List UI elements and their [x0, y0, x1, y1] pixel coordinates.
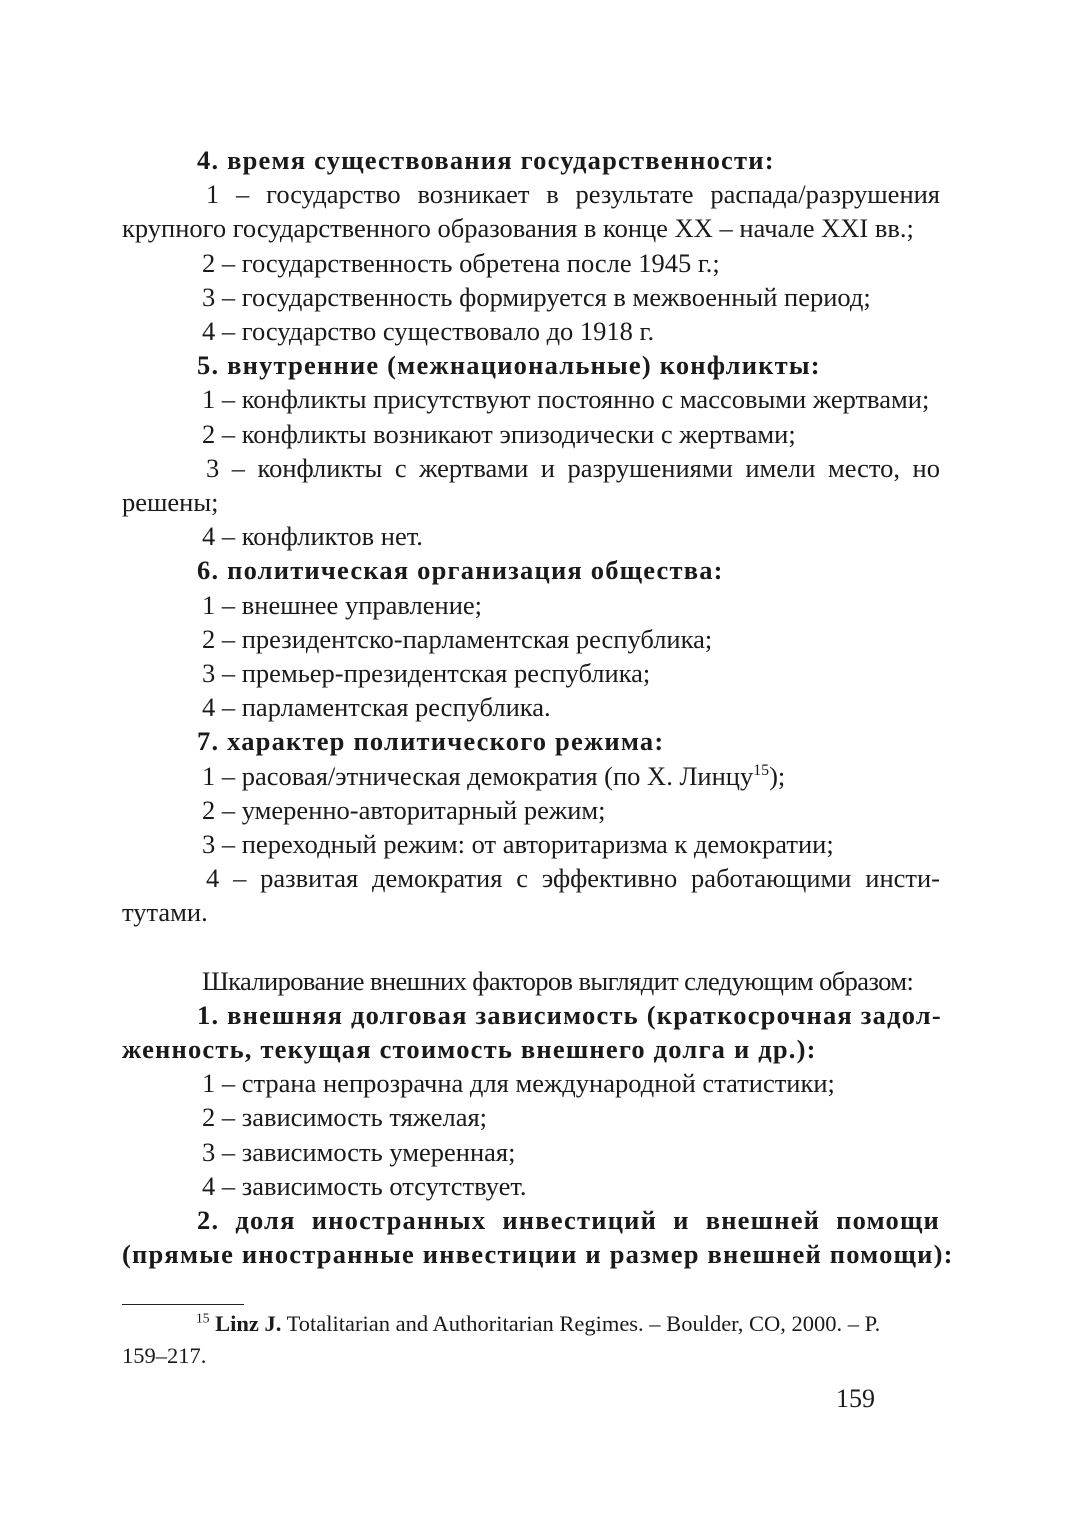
main-text [122, 143, 954, 1272]
section-7-item-1-text: 1 – расовая/этническая демократия (по Х. Линцу [202, 760, 754, 791]
section-5-item-4: 4 – конфликтов нет. [202, 521, 423, 552]
section-5-item-3-line-2: решены; [122, 487, 219, 518]
external-factors-intro: Шкалирование внешних факторов выглядит следующим образом: [202, 965, 914, 996]
section-4-item-1-line-1: 1 – государство возникает в результате распада/разрушения [206, 179, 940, 210]
external-factor-2-heading-line-1: 2. доля иностранных инвестиций и внешней помощи [197, 1205, 940, 1236]
section-7-item-2: 2 – умеренно-авторитарный режим; [202, 794, 606, 825]
section-7-item-4-line-2: тутами. [122, 897, 208, 928]
section-4-item-4: 4 – государство существовало до 1918 г. [202, 316, 655, 347]
section-5-item-1: 1 – конфликты присутствуют постоянно с массовыми жертвами; [202, 384, 930, 415]
external-factor-1-heading-line-2: женность, текущая стоимость внешнего долга и др.): [122, 1034, 817, 1065]
section-6-item-1: 1 – внешнее управление; [202, 589, 483, 620]
footnote-number: 15 [196, 1310, 210, 1326]
section-7-item-1-end: ); [769, 760, 786, 791]
page-number: 159 [836, 1384, 875, 1413]
section-7-item-4-line-1: 4 – развитая демократия с эффективно работающими инсти- [206, 863, 940, 894]
footnote-author: Linz J. [215, 1311, 282, 1336]
footnote [122, 1308, 940, 1372]
external-factor-1-item-1: 1 – страна непрозрачна для международной статистики; [202, 1068, 835, 1099]
paragraph-gap [122, 930, 940, 964]
external-factor-2-heading-line-2: (прямые иностранные инвестиции и размер внешней помощи): [122, 1239, 954, 1270]
section-7-heading: 7. характер политического режима: [197, 726, 665, 757]
external-factor-1-item-4: 4 – зависимость отсутствует. [202, 1170, 527, 1201]
section-7-item-1 [122, 759, 940, 793]
section-6-heading: 6. политическая организация общества: [197, 555, 724, 586]
section-4-item-3: 3 – государственность формируется в межвоенный период; [202, 281, 871, 312]
footnote-divider [122, 1304, 244, 1305]
section-6-item-3: 3 – премьер-президентская республика; [202, 658, 651, 689]
footnote-line-2: 159–217. [122, 1343, 207, 1368]
external-factor-1-item-3: 3 – зависимость умеренная; [202, 1136, 516, 1167]
footnote-reference: 15 [753, 761, 770, 779]
section-4-item-2: 2 – государственность обретена после 1945 г.; [202, 247, 720, 278]
section-5-heading: 5. внутренние (межнациональные) конфликты: [197, 350, 821, 381]
section-5-item-3-line-1: 3 – конфликты с жертвами и разрушениями имели место, но [206, 452, 940, 483]
section-5-item-2: 2 – конфликты возникают эпизодически с жертвами; [202, 418, 796, 449]
footnote-title: Totalitarian and Authoritarian Regimes. – Boulder, CO, 2000. – P. [286, 1311, 881, 1336]
section-4-heading: 4. время существования государственности: [197, 145, 775, 175]
footnote-line-1 [122, 1308, 940, 1340]
section-7-item-3: 3 – переходный режим: от авторитаризма к демократии; [202, 829, 834, 860]
section-6-item-4: 4 – парламентская республика. [202, 692, 551, 723]
external-factor-1-heading-line-1: 1. внешняя долговая зависимость (краткосрочная задол- [197, 999, 942, 1030]
section-6-item-2: 2 – президентско-парламентская республика; [202, 623, 713, 654]
external-factor-1-item-2: 2 – зависимость тяжелая; [202, 1102, 488, 1133]
section-4-item-1-line-2: крупного государственного образования в конце XX – начале XXI вв.; [122, 213, 914, 244]
